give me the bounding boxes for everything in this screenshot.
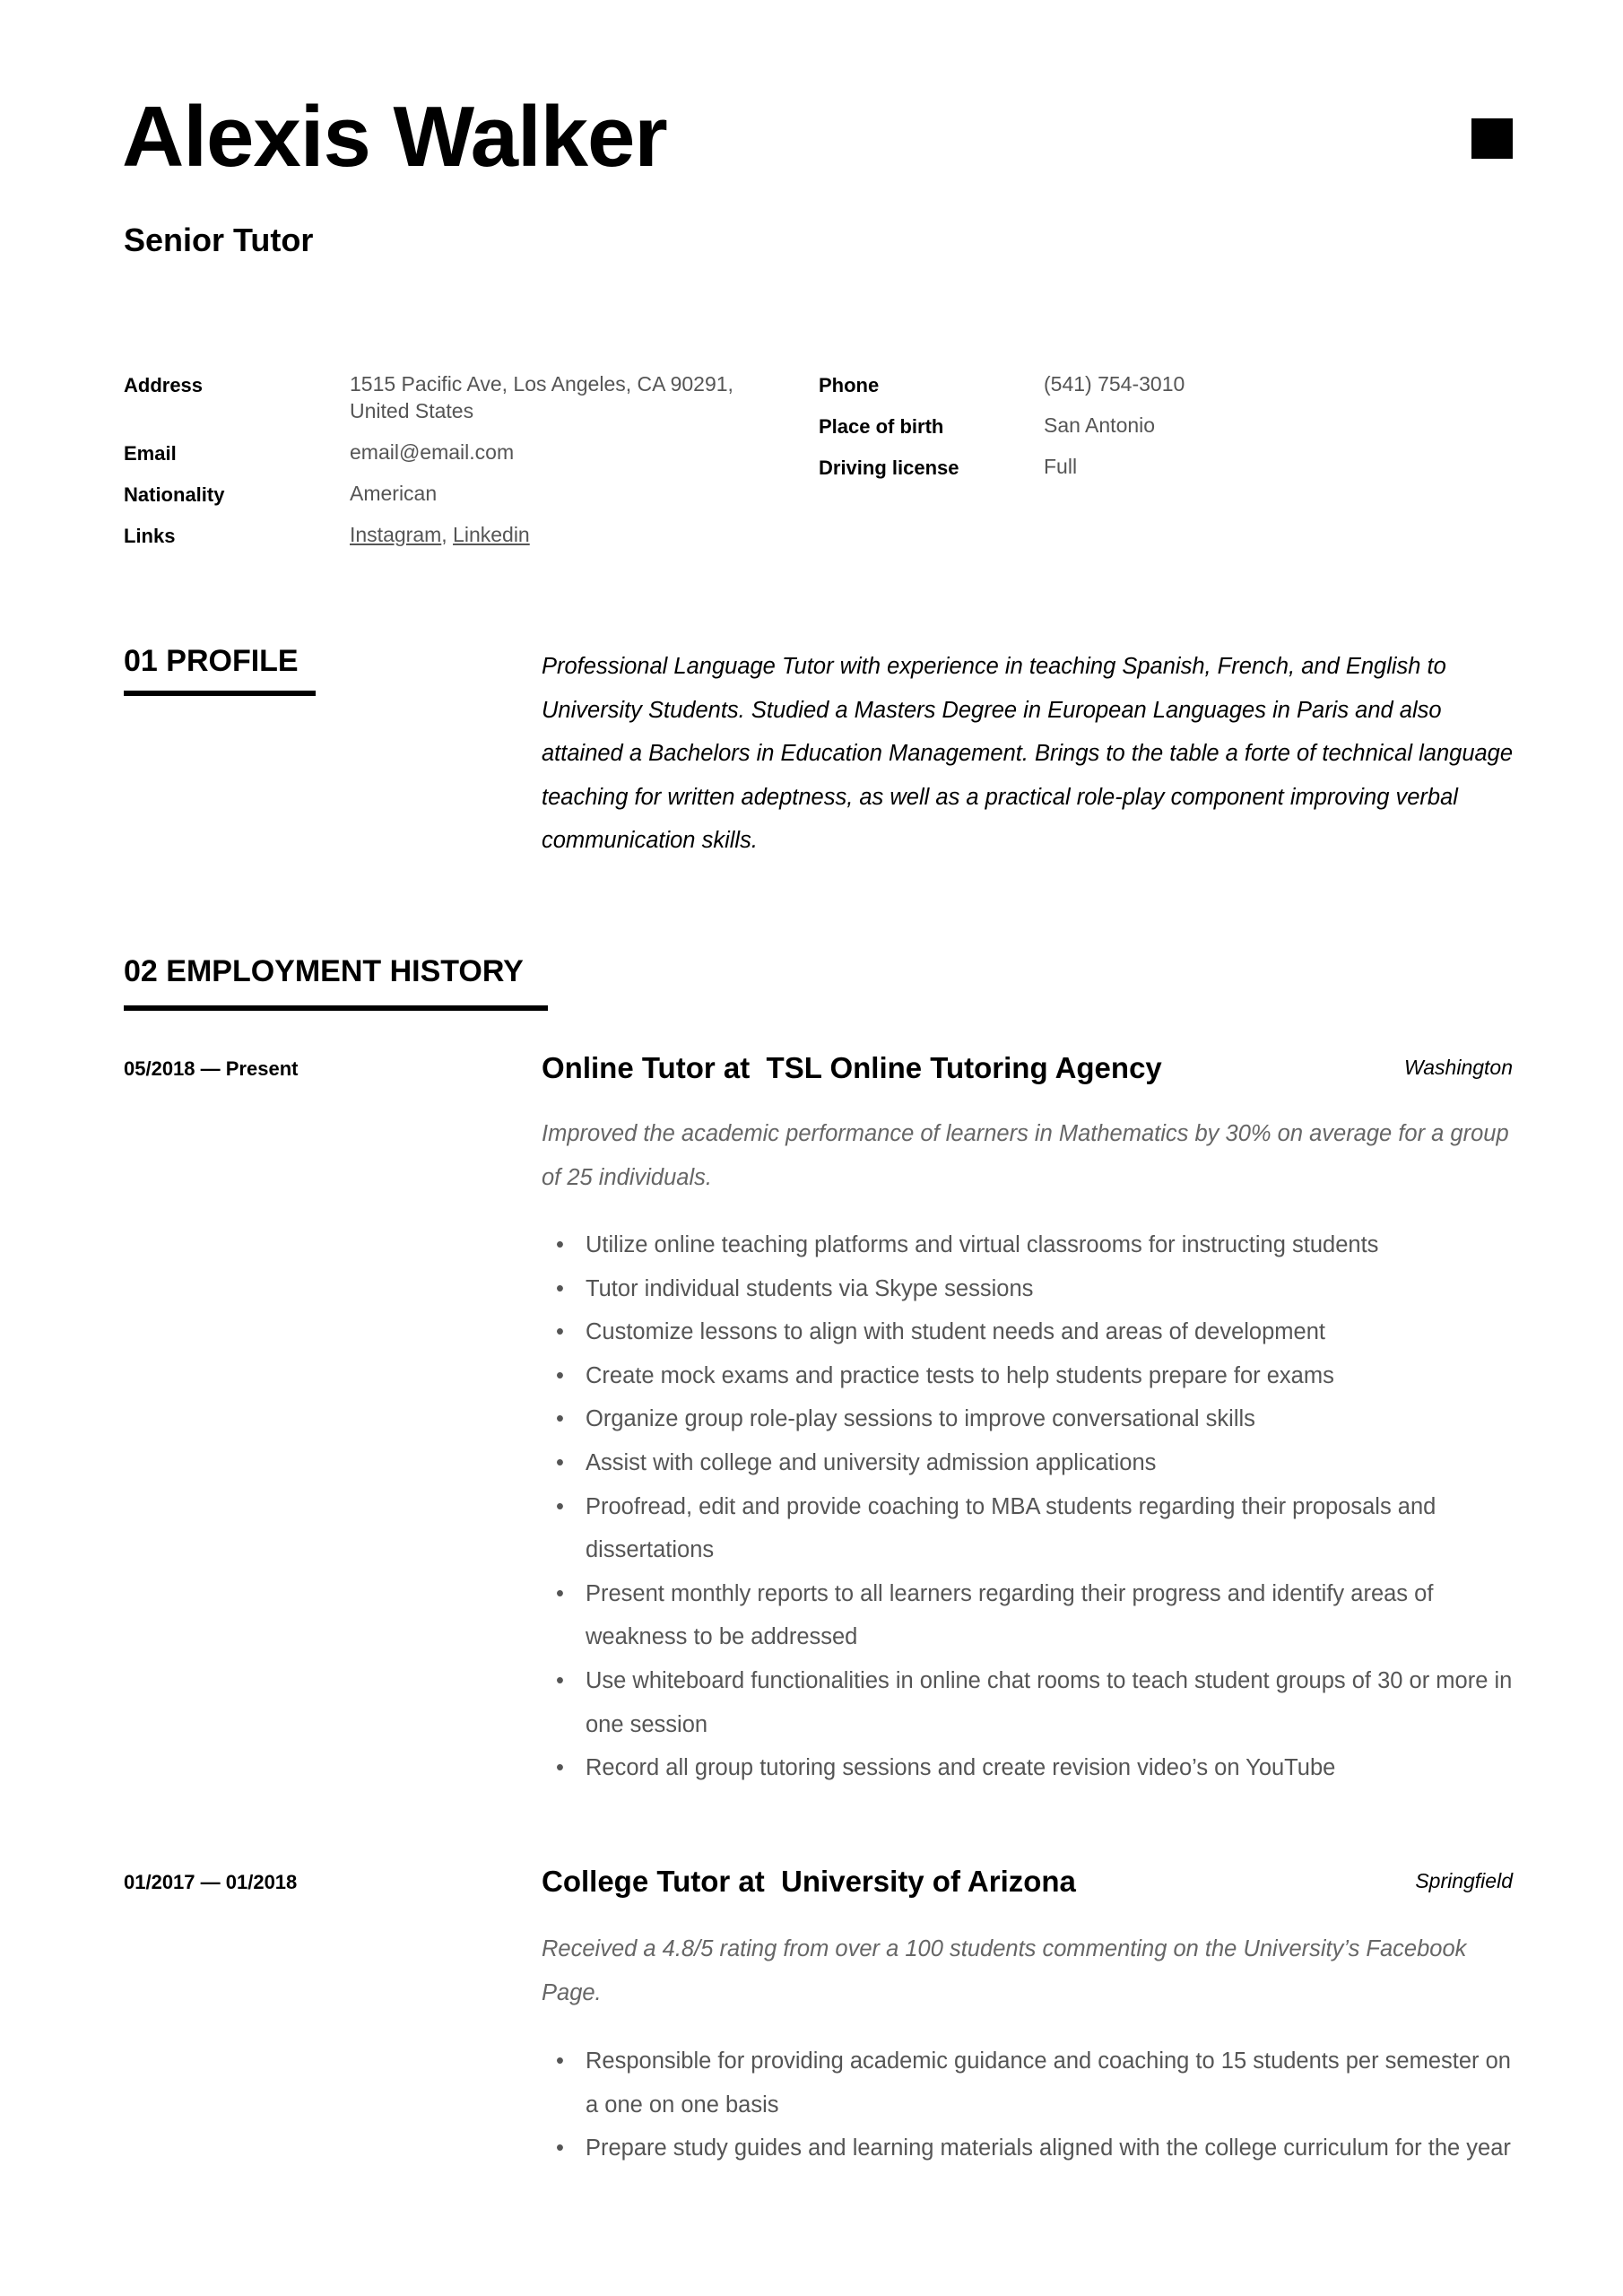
nationality-label: Nationality — [124, 483, 225, 506]
linkedin-link[interactable]: Linkedin — [453, 523, 530, 546]
profile-heading: 01 PROFILE — [124, 644, 299, 678]
job-location: Springfield — [1415, 1869, 1513, 1892]
job-dates: 01/2017 — 01/2018 — [124, 1871, 298, 1893]
list-item: • Proofread, edit and provide coaching to MBA students regarding their proposals and dissertations — [542, 1485, 1515, 1572]
list-item: • Assist with college and university admission applications — [542, 1441, 1515, 1485]
link-separator: , — [441, 523, 447, 546]
job-bullets — [542, 1223, 1515, 1790]
job-dates: 05/2018 — Present — [124, 1057, 299, 1080]
list-item: • Tutor individual students via Skype sessions — [542, 1267, 1515, 1311]
list-item: • Customize lessons to align with student needs and areas of development — [542, 1310, 1515, 1354]
links-value — [350, 521, 530, 548]
logo-square-icon — [1471, 118, 1513, 159]
phone-value: (541) 754-3010 — [1044, 372, 1185, 396]
license-value: Full — [1044, 455, 1078, 478]
job-location: Washington — [1403, 1056, 1513, 1079]
list-item: • Responsible for providing academic guidance and coaching to 15 students per semester on a one on one basis — [542, 2039, 1515, 2126]
instagram-link[interactable]: Instagram — [350, 523, 442, 546]
list-item: • Utilize online teaching platforms and virtual classrooms for instructing students — [542, 1223, 1515, 1267]
list-item: • Record all group tutoring sessions and create revision video’s on YouTube — [542, 1746, 1515, 1790]
nationality-value: American — [350, 482, 438, 505]
job-description: Improved the academic performance of learners in Mathematics by 30% on average for a group of 25 individuals. — [542, 1121, 1509, 1190]
phone-label: Phone — [819, 374, 880, 396]
profile-text: Professional Language Tutor with experience in teaching Spanish, French, and English to University Students. Studied a Masters Degree in European Languages in Paris and also attained a Bachelors in Education Management. Brings to the table a forte of technical language teaching for written adeptness, as well as a practical role-play component improving verbal communication skills. — [542, 654, 1514, 854]
address-label: Address — [124, 374, 204, 396]
address-line2: United States — [350, 399, 474, 422]
list-item: • Prepare study guides and learning materials aligned with the college curriculum for the year — [542, 2126, 1515, 2170]
job-title-heading: Online Tutor at TSL Online Tutoring Agency — [542, 1051, 1162, 1084]
address-value — [350, 370, 733, 424]
profile-heading-underline — [124, 691, 316, 696]
license-label: Driving license — [819, 457, 959, 479]
job-description: Received a 4.8/5 rating from over a 100 students commenting on the University’s Facebook Page. — [542, 1936, 1467, 2005]
job-title-heading: College Tutor at University of Arizona — [542, 1865, 1076, 1898]
birth-value: San Antonio — [1044, 413, 1156, 437]
candidate-name: Alexis Walker — [122, 89, 667, 185]
list-item: • Present monthly reports to all learners regarding their progress and identify areas of weakness to be addressed — [542, 1572, 1515, 1659]
list-item: • Organize group role-play sessions to improve conversational skills — [542, 1397, 1515, 1441]
list-item: • Create mock exams and practice tests to help students prepare for exams — [542, 1354, 1515, 1398]
job-title: Senior Tutor — [124, 222, 314, 258]
employment-heading: 02 EMPLOYMENT HISTORY — [124, 954, 524, 988]
email-label: Email — [124, 442, 177, 465]
employment-heading-underline — [124, 1005, 548, 1011]
job-bullets — [542, 2039, 1515, 2170]
list-item: • Use whiteboard functionalities in online chat rooms to teach student groups of 30 or more in one session — [542, 1659, 1515, 1746]
links-label: Links — [124, 525, 176, 547]
address-line1: 1515 Pacific Ave, Los Angeles, CA 90291, — [350, 372, 733, 396]
birth-label: Place of birth — [819, 415, 944, 438]
email-value: email@email.com — [350, 440, 515, 464]
